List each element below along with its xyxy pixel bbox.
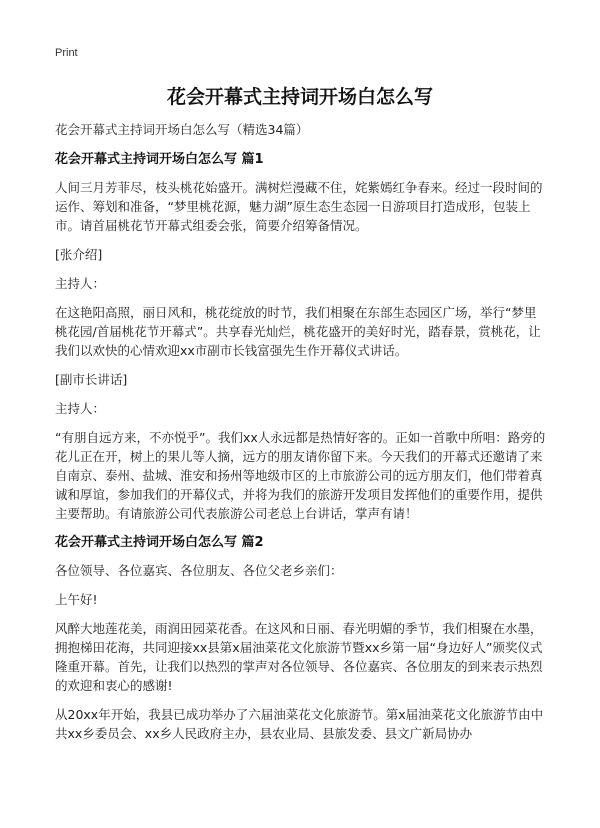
paragraph: 从20xx年开始，我县已成功举办了六届油菜花文化旅游节。第x届油菜花文化旅游节由中共xx乡委员会、xx乡人民政府主办，县农业局、县旅发委、县文广新局协办 (55, 707, 544, 741)
paragraph: 人间三月芳菲尽，枝头桃花始盛开。满树烂漫藏不住，姹紫嫣红争春来。经过一段时间的运作、筹划和准备，“梦里桃花源，魅力湖”原生态生态园一日游项目打造成形，包装上市。请首届桃花节开幕式组委会张，简要介绍筹备情况。 (55, 180, 543, 233)
section-heading-2: 花会开幕式主持词开场白怎么写 篇2 (55, 535, 264, 550)
paragraph: 主持人： (55, 401, 106, 416)
paragraph: 各位领导、各位嘉宾、各位朋友、各位父老乡亲们： (55, 563, 343, 578)
page-title: 花会开幕式主持词开场白怎么写 (166, 86, 433, 108)
print-link[interactable]: Print (55, 47, 78, 59)
paragraph: 上午好! (55, 592, 98, 607)
paragraph: 风醉大地莲花美，雨润田园菜花香。在这风和日丽、春光明媚的季节，我们相聚在水墨，拥抱梯田花海，共同迎接xx县第x届油菜花文化旅游节暨xx乡第一届“身边好人”颁奖仪式隆重开幕。首先，让我们以热烈的掌声对各位领导、各位嘉宾、各位朋友的到来表示热烈的欢迎和衷心的感谢! (55, 621, 543, 693)
paragraph: 在这艳阳高照，丽日风和，桃花绽放的时节，我们相聚在东部生态园区广场，举行“梦里桃花园/首届桃花节开幕式”。共享春光灿烂，桃花盛开的美好时光，踏春景，赏桃花，让我们以欢快的心情欢迎xx市副市长钱富强先生作开幕仪式讲话。 (55, 305, 541, 358)
document-subtitle: 花会开幕式主持词开场白怎么写（精选34篇） (55, 122, 309, 137)
paragraph: 主持人： (55, 276, 106, 291)
section-heading-1: 花会开幕式主持词开场白怎么写 篇1 (55, 152, 264, 167)
paragraph: [张介绍] (55, 247, 103, 262)
paragraph: “有朋自远方来，不亦悦乎”。我们xx人永远都是热情好客的。正如一首歌中所唱：路旁的花儿正在开，树上的果儿等人摘，远方的朋友请你留下来。今天我们的开幕式还邀请了来自南京、泰州、盐城、淮安和扬州等地级市区的上市旅游公司的远方朋友们，他们带着真诚和厚谊，参加我们的开幕仪式，并将为我们的旅游开发项目发挥他们的重要作用，提供主要帮助。有请旅游公司代表旅游公司老总上台讲话，掌声有请！ (55, 430, 546, 521)
document-body (55, 150, 547, 753)
paragraph: [副市长讲话] (55, 372, 128, 387)
